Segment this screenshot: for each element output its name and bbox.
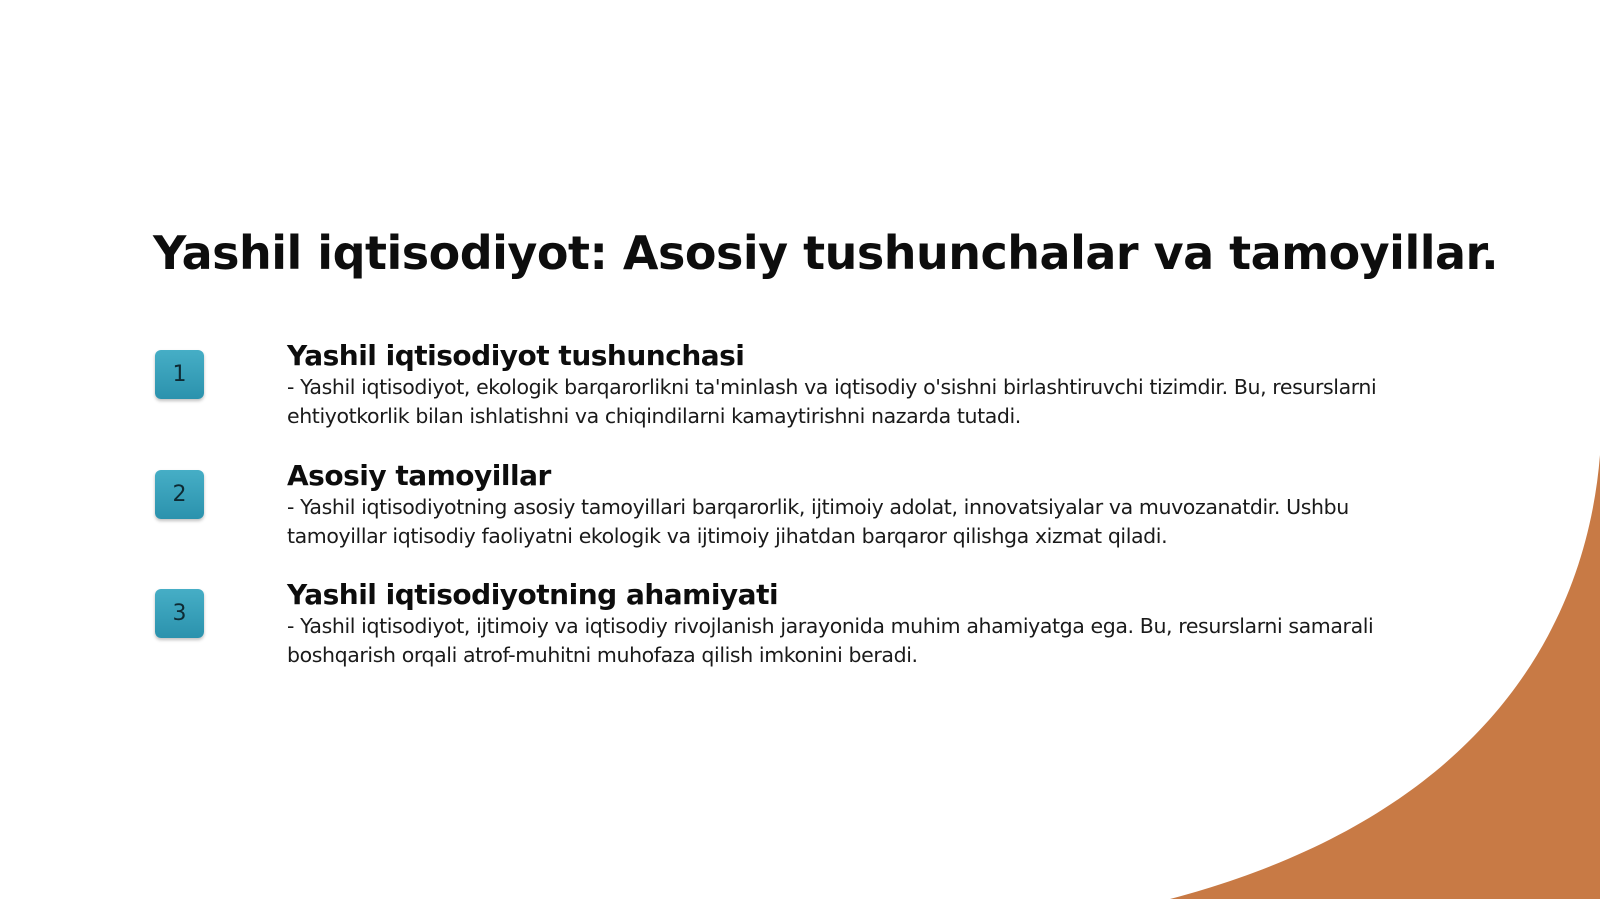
list-item-body: - Yashil iqtisodiyot, ijtimoiy va iqtisodiy rivojlanish jarayonida muhim ahamiyatga ega. Bu, resurslarni samarali boshqarish orqali atrof-muhitni muhofaza qilish imkonini beradi. bbox=[287, 614, 1374, 667]
number-badge: 3 bbox=[155, 589, 204, 638]
slide-title: Yashil iqtisodiyot: Asosiy tushunchalar va tamoyillar. bbox=[153, 226, 1499, 280]
list-item-text bbox=[287, 339, 1407, 431]
list-item-heading: Asosiy tamoyillar bbox=[287, 459, 551, 492]
list-item-heading: Yashil iqtisodiyot tushunchasi bbox=[287, 339, 745, 372]
list-item-text bbox=[287, 459, 1407, 551]
number-badge: 1 bbox=[155, 350, 204, 399]
list-item-body: - Yashil iqtisodiyot, ekologik barqarorlikni ta'minlash va iqtisodiy o'sishni birlashtiruvchi tizimdir. Bu, resurslarni ehtiyotkorlik bilan ishlatishni va chiqindilarni kamaytirishni nazarda tutadi. bbox=[287, 375, 1377, 428]
number-badge: 2 bbox=[155, 470, 204, 519]
list-item-text bbox=[287, 578, 1407, 670]
list-item-body: - Yashil iqtisodiyotning asosiy tamoyillari barqarorlik, ijtimoiy adolat, innovatsiyalar va muvozanatdir. Ushbu tamoyillar iqtisodiy faoliyatni ekologik va ijtimoiy jihatdan barqaror qilishga xizmat qiladi. bbox=[287, 495, 1349, 548]
list-item-heading: Yashil iqtisodiyotning ahamiyati bbox=[287, 578, 779, 611]
